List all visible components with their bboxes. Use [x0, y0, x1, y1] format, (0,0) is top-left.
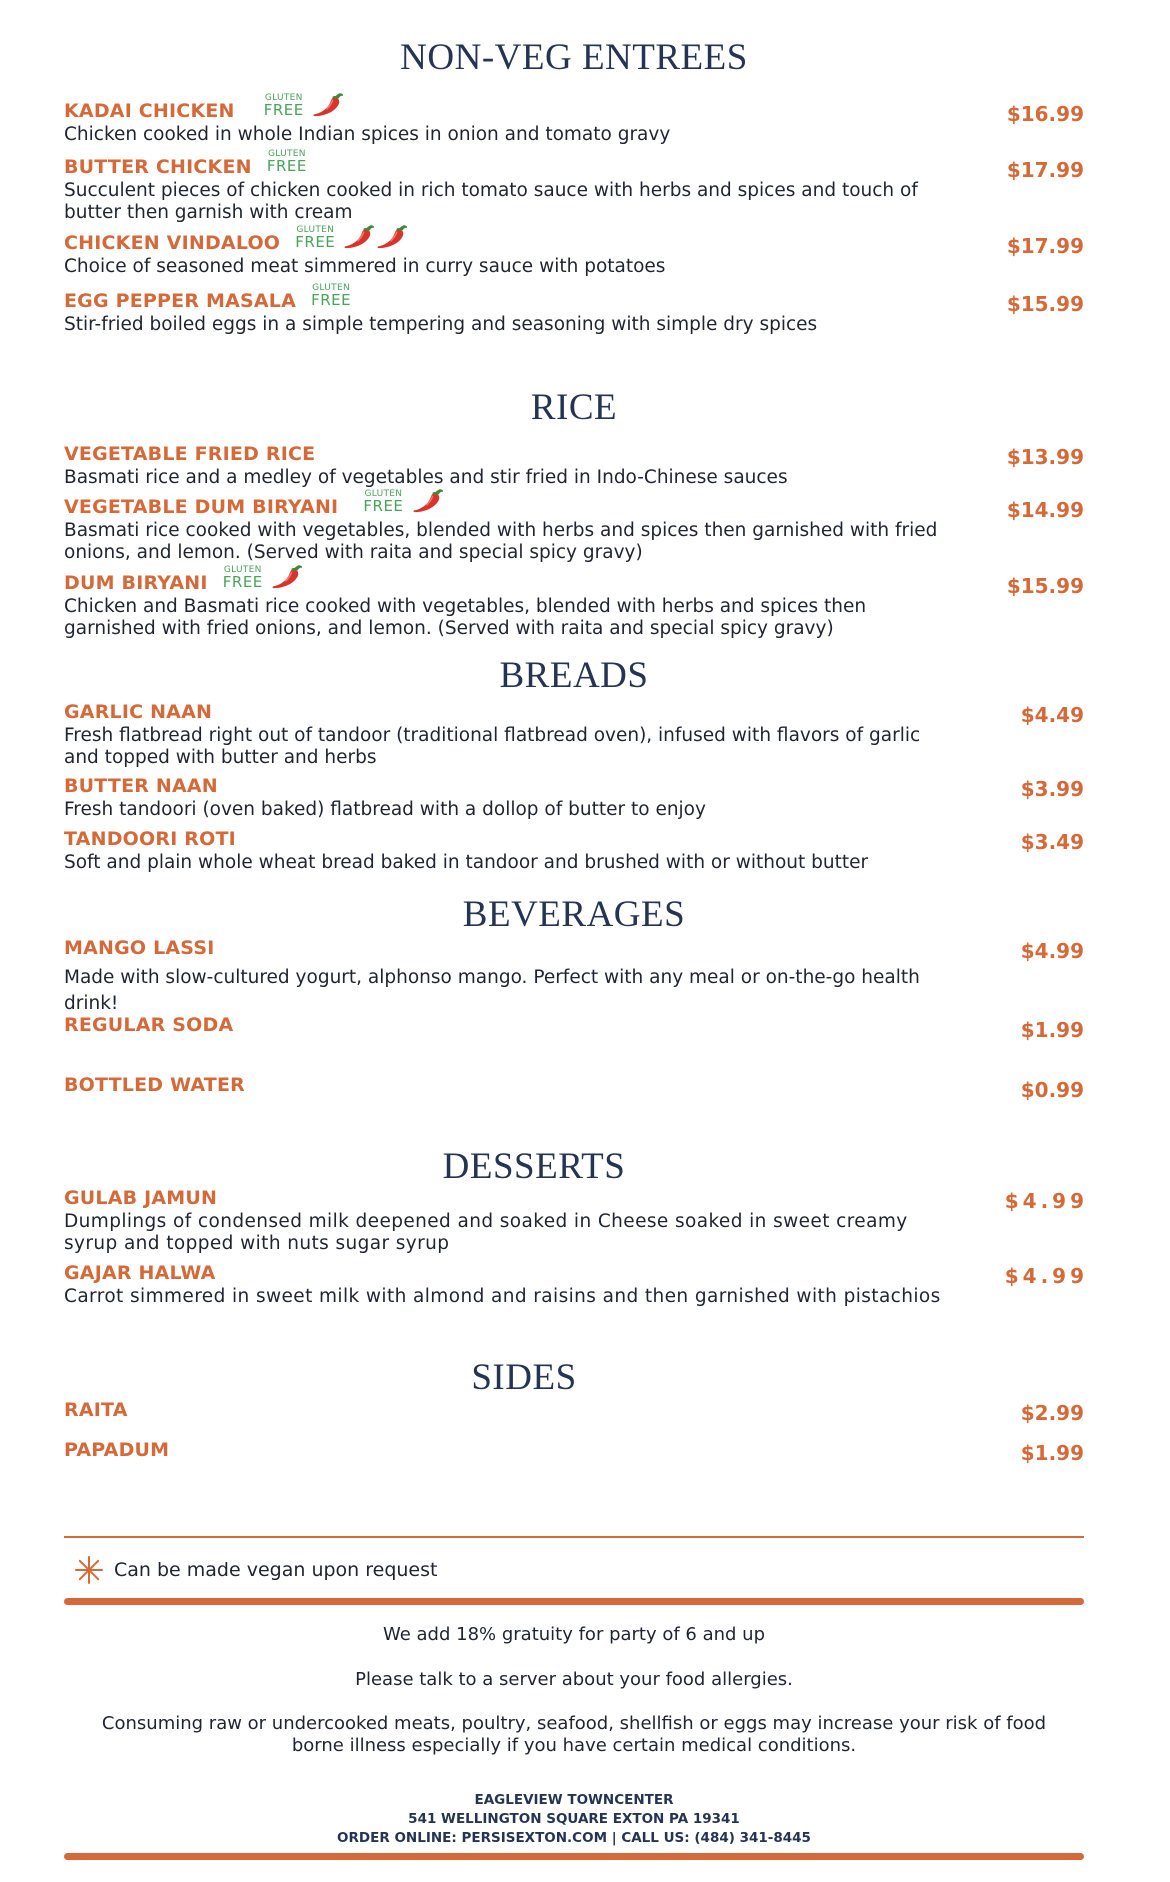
item-name: VEGETABLE DUM BIRYANI: [64, 496, 339, 518]
item-name: GAJAR HALWA: [64, 1262, 216, 1284]
chili-pepper-icon: [270, 564, 302, 590]
consumption-warning: Consuming raw or undercooked meats, poultry, seafood, shellfish or eggs may increase your risk of food borne illness especially if you have certain medical conditions.: [101, 1713, 1047, 1756]
asterisk-icon: [74, 1555, 104, 1585]
menu-item-butter-naan: [64, 775, 1084, 821]
section-title-breads: BREADS: [499, 655, 649, 696]
item-name: MANGO LASSI: [64, 937, 215, 959]
menu-item-butter-chicken: [64, 149, 1084, 224]
chili-pepper-icon: [375, 224, 407, 250]
item-price: $16.99: [1006, 102, 1084, 126]
item-name: BOTTLED WATER: [64, 1074, 245, 1096]
gluten-free-icon: GLUTEN FREE: [222, 565, 263, 591]
vegan-note-text: Can be made vegan upon request: [114, 1559, 438, 1581]
item-price: $4.99: [1004, 1264, 1088, 1288]
item-description: Chicken and Basmati rice cooked with vegetables, blended with herbs and spices then garnished with fried onions, and lemon. (Served with raita and special spicy gravy): [64, 596, 867, 639]
item-description: Made with slow-cultured yogurt, alphonso mango. Perfect with any meal or on-the-go health drink!: [64, 967, 920, 1014]
item-name: BUTTER CHICKEN: [64, 156, 252, 178]
item-description: Basmati rice cooked with vegetables, blended with herbs and spices then garnished with fried onions, and lemon. (Served with raita and special spicy gravy): [64, 520, 938, 563]
menu-item-egg-pepper-masala: [64, 283, 1084, 336]
item-name: GULAB JAMUN: [64, 1187, 218, 1209]
menu-item-chicken-vindaloo: [64, 225, 1084, 278]
menu-item-bottled-water: [64, 1074, 1084, 1102]
section-title-beverages: BEVERAGES: [462, 894, 686, 935]
item-price: $14.99: [1006, 498, 1084, 522]
item-price: $1.99: [1020, 1018, 1084, 1042]
item-price: $17.99: [1006, 234, 1084, 258]
menu-item-dum-biryani: [64, 565, 1084, 640]
gluten-free-icon: GLUTEN FREE: [263, 93, 304, 119]
chili-pepper-icon: [311, 92, 343, 118]
item-price: $3.49: [1020, 830, 1084, 854]
item-price: $17.99: [1006, 158, 1084, 182]
item-description: Carrot simmered in sweet milk with almond and raisins and then garnished with pistachios: [64, 1286, 941, 1307]
item-price: $13.99: [1006, 445, 1084, 469]
gluten-free-icon: GLUTEN FREE: [311, 283, 352, 309]
section-title-rice: RICE: [530, 387, 618, 428]
menu-item-garlic-naan: [64, 701, 1084, 769]
item-name: KADAI CHICKEN: [64, 100, 235, 122]
menu-item-tandoori-roti: [64, 828, 1084, 874]
allergy-note: Please talk to a server about your food allergies.: [355, 1669, 793, 1690]
menu-item-kadai-chicken: [64, 93, 1084, 146]
section-title-nonveg: NON-VEG ENTREES: [400, 37, 748, 78]
section-title-desserts: DESSERTS: [442, 1146, 626, 1187]
divider-thin: [64, 1536, 1084, 1538]
item-price: $1.99: [1020, 1441, 1084, 1465]
item-description: Succulent pieces of chicken cooked in rich tomato sauce with herbs and spices and touch of butter then garnish with cream: [64, 180, 918, 223]
menu-item-raita: [64, 1399, 1084, 1423]
divider-thick: [64, 1598, 1084, 1605]
item-name: GARLIC NAAN: [64, 701, 213, 723]
menu-item-vegetable-dum-biryani: [64, 489, 1084, 564]
item-price: $15.99: [1006, 574, 1084, 598]
item-name: CHICKEN VINDALOO: [64, 232, 281, 254]
chili-pepper-icon: [342, 224, 374, 250]
item-description: Chicken cooked in whole Indian spices in onion and tomato gravy: [64, 124, 671, 145]
gratuity-note: We add 18% gratuity for party of 6 and up: [382, 1624, 766, 1645]
footer-address: 541 WELLINGTON SQUARE EXTON PA 19341: [408, 1811, 740, 1827]
item-price: $15.99: [1006, 292, 1084, 316]
footer-venue: EAGLEVIEW TOWNCENTER: [474, 1792, 674, 1808]
item-price: $4.99: [1004, 1189, 1088, 1213]
item-description: Fresh flatbread right out of tandoor (traditional flatbread oven), infused with flavors of garlic and topped with butter and herbs: [64, 725, 921, 768]
item-price: $2.99: [1020, 1401, 1084, 1425]
menu-item-gulab-jamun: [64, 1187, 1088, 1255]
menu-item-mango-lassi: [64, 937, 1084, 1017]
menu-item-regular-soda: [64, 1014, 1084, 1042]
item-price: $4.99: [1020, 939, 1084, 963]
gluten-free-icon: GLUTEN FREE: [363, 489, 404, 515]
item-description: Stir-fried boiled eggs in a simple tempering and seasoning with simple dry spices: [64, 314, 818, 335]
item-description: Dumplings of condensed milk deepened and soaked in Cheese soaked in sweet creamy syrup and topped with nuts sugar syrup: [64, 1211, 908, 1254]
chili-pepper-icon: [411, 488, 443, 514]
section-title-sides: SIDES: [471, 1357, 577, 1398]
item-name: VEGETABLE FRIED RICE: [64, 443, 316, 465]
footer-contact: ORDER ONLINE: PERSISEXTON.COM | CALL US: (484) 341-8445: [337, 1830, 811, 1846]
vegan-note: [64, 1556, 437, 1584]
item-name: PAPADUM: [64, 1439, 170, 1461]
item-description: Choice of seasoned meat simmered in curry sauce with potatoes: [64, 256, 666, 277]
menu-item-gajar-halwa: [64, 1262, 1088, 1308]
item-description: Fresh tandoori (oven baked) flatbread with a dollop of butter to enjoy: [64, 799, 706, 820]
item-name: REGULAR SODA: [64, 1014, 234, 1036]
item-price: $3.99: [1020, 777, 1084, 801]
item-name: DUM BIRYANI: [64, 572, 208, 594]
item-name: RAITA: [64, 1399, 128, 1421]
menu-page: [64, 0, 1088, 1882]
item-name: TANDOORI ROTI: [64, 828, 236, 850]
divider-thick-bottom: [64, 1853, 1084, 1860]
menu-item-vegetable-fried-rice: [64, 443, 1084, 489]
item-name: BUTTER NAAN: [64, 775, 218, 797]
item-name: EGG PEPPER MASALA: [64, 290, 296, 312]
item-price: $0.99: [1020, 1078, 1084, 1102]
menu-item-papadum: [64, 1439, 1084, 1463]
item-description: Soft and plain whole wheat bread baked in tandoor and brushed with or without butter: [64, 852, 869, 873]
item-description: Basmati rice and a medley of vegetables and stir fried in Indo-Chinese sauces: [64, 467, 788, 488]
item-price: $4.49: [1020, 703, 1084, 727]
gluten-free-icon: GLUTEN FREE: [295, 225, 336, 251]
gluten-free-icon: GLUTEN FREE: [266, 149, 307, 175]
